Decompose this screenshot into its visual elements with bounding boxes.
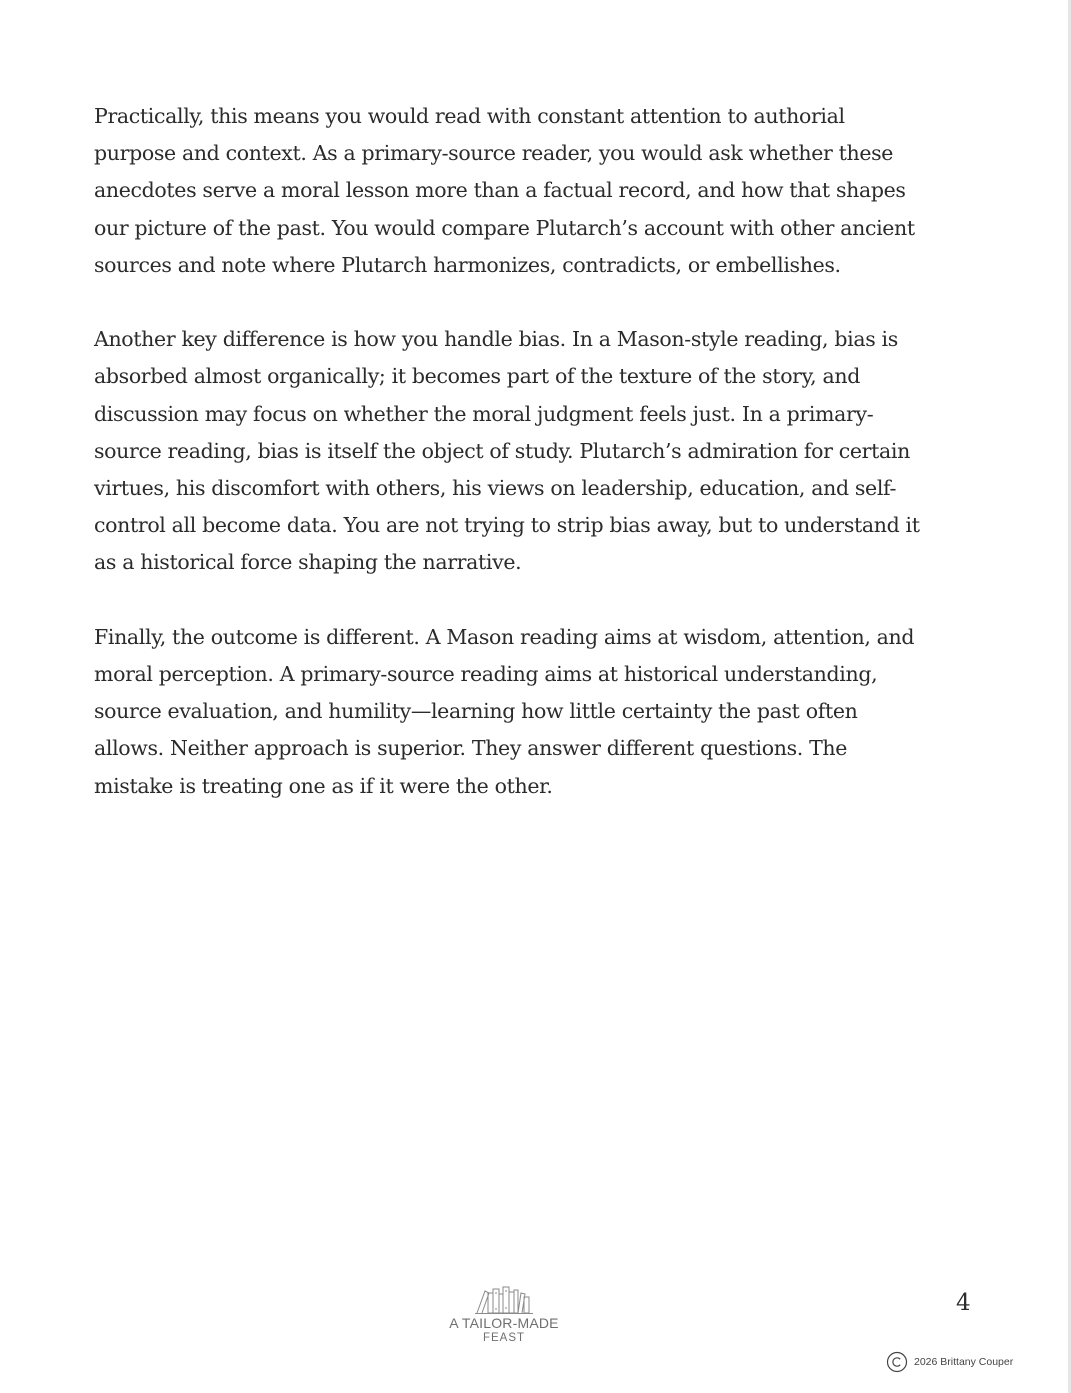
body-text — [94, 98, 974, 842]
copyright-notice — [886, 1351, 1013, 1373]
footer-logo — [436, 1284, 572, 1345]
logo-subtitle: FEAST — [482, 1332, 526, 1344]
copyright-text: 2026 Brittany Couper — [914, 1356, 1014, 1368]
paragraph-1: Practically, this means you would read with constant attention to authorial purpose and context. As a primary-source reader, you would ask whether these anecdotes serve a moral lesson more than a factual record, and how that shapes our picture of the past. You would compare Plutarch’s account with other ancient sources and note where Plutarch harmonizes, contradicts, or embellishes. — [94, 104, 915, 277]
books-icon — [474, 1284, 534, 1314]
paragraph-2: Another key difference is how you handle bias. In a Mason-style reading, bias is absorbed almost organically; it becomes part of the texture of the story, and discussion may focus on whether the moral judgment feels just. In a primary- source reading, bias is itself the object of study. Plutarch’s admiration for certain virtues, his discomfort with others, his views on leadership, education, and self- control all become data. You are not trying to strip bias away, but to understand it as a historical force shaping the narrative. — [94, 327, 920, 575]
paragraph-3: Finally, the outcome is different. A Mason reading aims at wisdom, attention, and moral perception. A primary-source reading aims at historical understanding, source evaluation, and humility—learning how little certainty the past often allows. Neither approach is superior. They answer different questions. The mistake is treating one as if it were the other. — [94, 624, 915, 798]
logo-title: A TAILOR-MADE — [449, 1315, 559, 1331]
page-number: 4 — [956, 1290, 971, 1316]
copyright-icon — [886, 1351, 908, 1373]
